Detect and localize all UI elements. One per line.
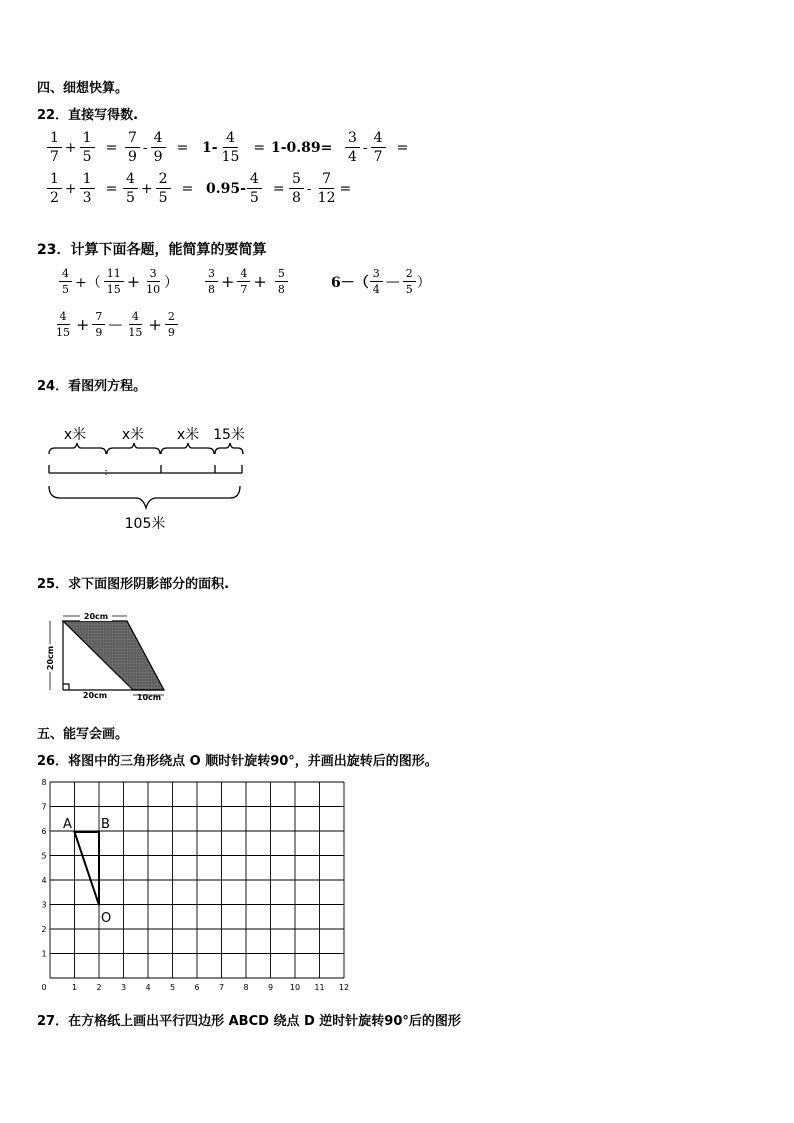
x-tick-label: 11 — [314, 983, 325, 992]
x-tick-label: 1 — [71, 983, 78, 992]
q26-grid-lines — [50, 782, 344, 978]
q25-extra-label: 10cm — [136, 693, 162, 702]
q22-row2-expr2: 4 5 + $\frac{2}{5}$ = — [122, 172, 193, 205]
x-tick-label: 7 — [218, 983, 225, 992]
q24-brace-4 — [215, 443, 243, 454]
q25-shaded-region — [63, 621, 164, 690]
q24-brace-3 — [161, 443, 214, 454]
q26-y-ticks — [41, 778, 46, 959]
q24-brace-1 — [49, 443, 106, 454]
q25-right-angle-mark — [63, 684, 69, 690]
y-tick-label: 8 — [41, 778, 47, 787]
q24-label-x2: x米 — [121, 427, 145, 443]
q24-total-label: 105米 — [124, 516, 166, 532]
section-4-title: 四、细想快算。 — [37, 81, 129, 96]
q25-title: 25．求下面图形阴影部分的面积. — [37, 577, 230, 592]
q25-left-label: 20cm — [46, 645, 55, 671]
q26-point-b-label: B — [101, 817, 110, 832]
y-tick-label: 3 — [41, 900, 47, 910]
section-5-title: 五、能写会画。 — [37, 727, 129, 742]
y-tick-label: 6 — [41, 827, 47, 836]
q22-row2-expr3: 0.95- $\frac{4}{5}$ = — [206, 171, 285, 206]
q22-row2-expr4: 5 8 - $\frac{7}{12}$ = — [288, 172, 351, 205]
x-tick-label: 6 — [194, 983, 200, 992]
q26-point-a-label: A — [63, 817, 72, 832]
q22-row1-expr2: 7 9 - $\frac{4}{9}$ = — [124, 131, 188, 164]
q24-segment-diagram — [40, 418, 260, 538]
q22-title: 22．直接写得数. — [37, 108, 139, 123]
q22-row1-expr4: 1-0.89= — [271, 140, 333, 156]
q26-title: 26．将图中的三角形绕点 O 顺时针旋转90°，并画出旋转后的图形。 — [37, 754, 438, 769]
y-tick-label: 1 — [41, 949, 47, 959]
q26-x-ticks — [41, 983, 349, 992]
q23-title: 23．计算下面各题，能简算的要简算 — [37, 242, 267, 258]
y-tick-label: 4 — [41, 876, 47, 885]
x-tick-label: 9 — [267, 983, 274, 992]
q24-title: 24．看图列方程。 — [37, 379, 147, 394]
q23-expr3: 6－（ 3 4 — 2 5 ） — [331, 267, 431, 296]
q22-row1-expr3: 1- $\frac{4}{15}$ = — [202, 130, 266, 165]
q23-expr4: 4 15 + $\frac{7}{9}$ — 4 15 + $\frac{2}{9}$ — [52, 311, 179, 338]
q22-row1-expr5: 3 4 - $\frac{4}{7}$ = — [344, 131, 408, 164]
q26-triangle — [75, 832, 100, 905]
x-tick-label: 10 — [289, 983, 301, 992]
y-tick-label: 5 — [41, 851, 47, 861]
q24-brace-2 — [107, 443, 160, 454]
x-tick-label: 3 — [120, 983, 127, 992]
q26-point-o-label: O — [101, 911, 112, 926]
q25-top-label: 20cm — [83, 612, 109, 621]
q24-label-x1: x米 — [63, 427, 87, 443]
y-tick-label: 7 — [41, 802, 47, 812]
q24-label-15: 15米 — [213, 427, 245, 443]
x-tick-label: 5 — [169, 983, 176, 992]
q22-row2-expr1: 1 2 + $\frac{1}{3}$ = — [46, 172, 117, 205]
x-tick-label: 12 — [338, 983, 350, 992]
q25-shaded-figure — [38, 604, 178, 704]
q25-bottom-label: 20cm — [82, 691, 108, 700]
q23-expr2: 3 8 + $\frac{4}{7}$ + $\frac{5}{8}$ — [204, 268, 289, 295]
y-tick-label: 2 — [41, 925, 47, 934]
x-tick-label: 8 — [243, 983, 249, 992]
q23-expr1: 4 5 +（ 11 15 + $\frac{3}{10}$ ） — [58, 268, 178, 295]
q24-label-x3: x米 — [176, 427, 200, 443]
x-tick-label: 2 — [96, 983, 102, 992]
x-tick-label: 4 — [145, 983, 151, 992]
x-tick-label: 0 — [41, 983, 47, 992]
q27-title: 27．在方格纸上画出平行四边形 ABCD 绕点 D 逆时针旋转90°后的图形 — [37, 1014, 461, 1029]
q24-colon-mark: : — [104, 467, 108, 478]
q26-grid-figure — [30, 778, 360, 998]
q22-row1-expr1: 1 7 + $\frac{1}{5}$ = — [46, 131, 117, 164]
q24-bottom-brace — [49, 486, 240, 508]
